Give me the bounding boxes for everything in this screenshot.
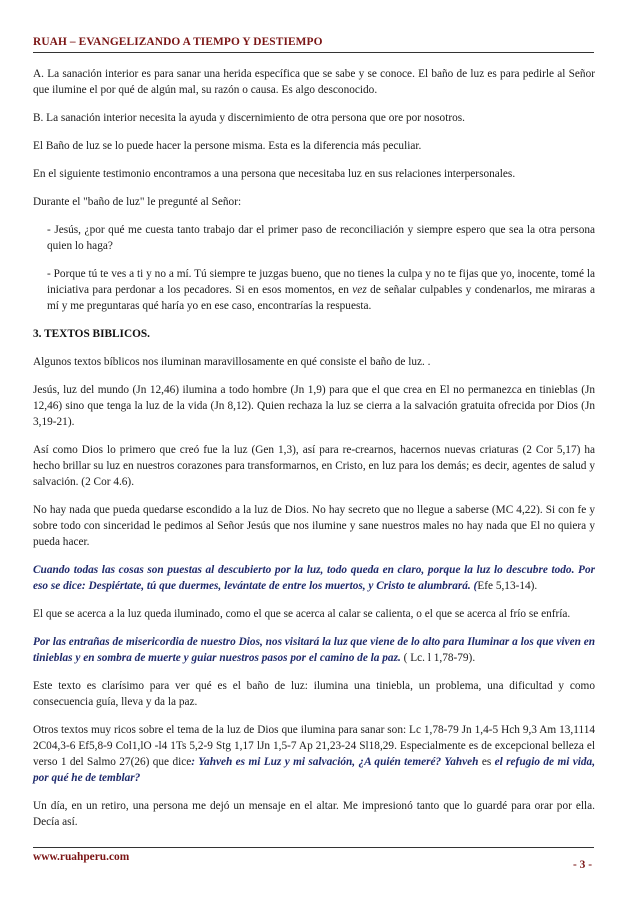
section-heading: 3. TEXTOS BIBLICOS. [33, 328, 150, 340]
paragraph: Durante el "baño de luz" le pregunté al Señor: [33, 196, 242, 208]
header-divider [33, 52, 594, 53]
quote-text: Por las entrañas de misericordia de nuestro Dios, nos visitará la luz que viene de lo alto para Iluminar a los que viven en tinieblas y en sombra de muerte y guiar nuestros pasos por el camino de la paz. [33, 636, 595, 664]
paragraph [33, 722, 595, 786]
paragraph: Este texto es clarísimo para ver qué es el baño de luz: ilumina una tiniebla, un problema, una dificultad y como consecuencia guía, lleva y da la paz. [33, 680, 595, 708]
paragraph: B. La sanación interior necesita la ayuda y discernimiento de otra persona que ore por nosotros. [33, 112, 465, 124]
paragraph: El que se acerca a la luz queda iluminado, como el que se acerca al calar se calienta, o el que se acerca al frío se enfría. [33, 608, 571, 620]
quote-reference: Efe 5,13-14). [477, 580, 538, 592]
page-header-title: RUAH – EVANGELIZANDO A TIEMPO Y DESTIEMPO [33, 36, 323, 48]
psalm-connector: es [478, 756, 495, 768]
paragraph-text: Otros textos muy ricos sobre el tema de la luz de Dios que ilumina para sanar son: Lc 1,78-79 Jn 1,4-5 Hch 9,3 Am 13,1114 2C04,3-6 Ef5,8-9 Col1,lO -l4 1Ts 5,2-9 Stg 1,17 lJn 1,5-7 Ap 21,23-24 Sl18,29. Especialmente es de excepcional belleza el verso 1 del Salmo 27(26) que dice [33, 724, 595, 768]
paragraph: Jesús, luz del mundo (Jn 12,46) ilumina a todo hombre (Jn 1,9) para que el que crea en El no permanezca en tinieblas (Jn 12,46) sino que tenga la luz de la vida (Jn 8,12). Quien rechaza la luz se cierra a la salvación gratuita ofrecida por Dios (Jn 3,19-21). [33, 384, 595, 428]
footer-website-link[interactable]: www.ruahperu.com [33, 851, 130, 863]
paragraph: No hay nada que pueda quedarse escondido a la luz de Dios. No hay secreto que no llegue a saberse (MC 4,22). Si con fe y sobre todo con sinceridad le pedimos al Señor Jesús que nos ilumine y sane nuestros males no hay nada que El no quiera y pueda hacer. [33, 504, 595, 548]
paragraph: A. La sanación interior es para sanar una herida específica que se sabe y se conoce. El baño de luz es para pedirle al Señor que ilumine el por qué de algún mal, su razón o causa. Es algo desconocido. [33, 68, 595, 96]
footer-divider [33, 847, 594, 848]
document-body [33, 66, 595, 842]
dialogue-question: - Jesús, ¿por qué me cuesta tanto trabajo dar el primer paso de reconciliación y siempre espero que sea la otra persona quien lo haga? [47, 224, 595, 252]
quote-reference: ( Lc. l 1,78-79). [400, 652, 476, 664]
highlighted-quote [33, 562, 595, 594]
highlighted-quote [33, 634, 595, 666]
paragraph: Algunos textos bíblicos nos iluminan maravillosamente en qué consiste el baño de luz. . [33, 356, 431, 368]
psalm-quote-continued: el refugio de mi vida, por qué he de temblar? [33, 756, 596, 784]
page-number: - 3 - [573, 859, 592, 871]
paragraph: El Baño de luz se lo puede hacer la persone misma. Esta es la diferencia más peculiar. [33, 140, 422, 152]
paragraph: En el siguiente testimonio encontramos a una persona que necesitaba luz en sus relaciones interpersonales. [33, 168, 516, 180]
psalm-quote: : Yahveh es mi Luz y mi salvación, ¿A quién temeré? Yahveh [191, 756, 479, 768]
paragraph: Un día, en un retiro, una persona me dejó un mensaje en el altar. Me impresionó tanto que lo guardé para orar por ella. Decía así. [33, 800, 595, 828]
dialogue-answer [33, 266, 595, 314]
paragraph: Así como Dios lo primero que creó fue la luz (Gen 1,3), así para re-crearnos, hacernos nuevas criaturas (2 Cor 5,17) ha hecho brillar su luz en nuestros corazones para transformarnos, en Cristo, en luz para los demás; es decir, agentes de salud y salvación. (2 Cor 4.6). [33, 444, 595, 488]
quote-text: Cuando todas las cosas son puestas al descubierto por la luz, todo queda en claro, porque la luz lo descubre todo. Por eso se dice: Despiértate, tú que duermes, levántate de entre los muertos, y Cristo te alumbrará. ( [33, 564, 595, 592]
answer-italic-word: vez [352, 284, 367, 296]
answer-text: - Porque tú te ves a ti y no a mí. Tú siempre te juzgas bueno, que no tienes la culpa y no te fijas que yo, inocente, tomé la iniciativa para perdonar a los pecadores. Si en esos momentos, en [47, 268, 595, 296]
answer-text-continued: de señalar culpables y condenarlos, me miraras a mí y me preguntaras qué haría yo en ese caso, encontrarías la respuesta. [47, 284, 595, 312]
